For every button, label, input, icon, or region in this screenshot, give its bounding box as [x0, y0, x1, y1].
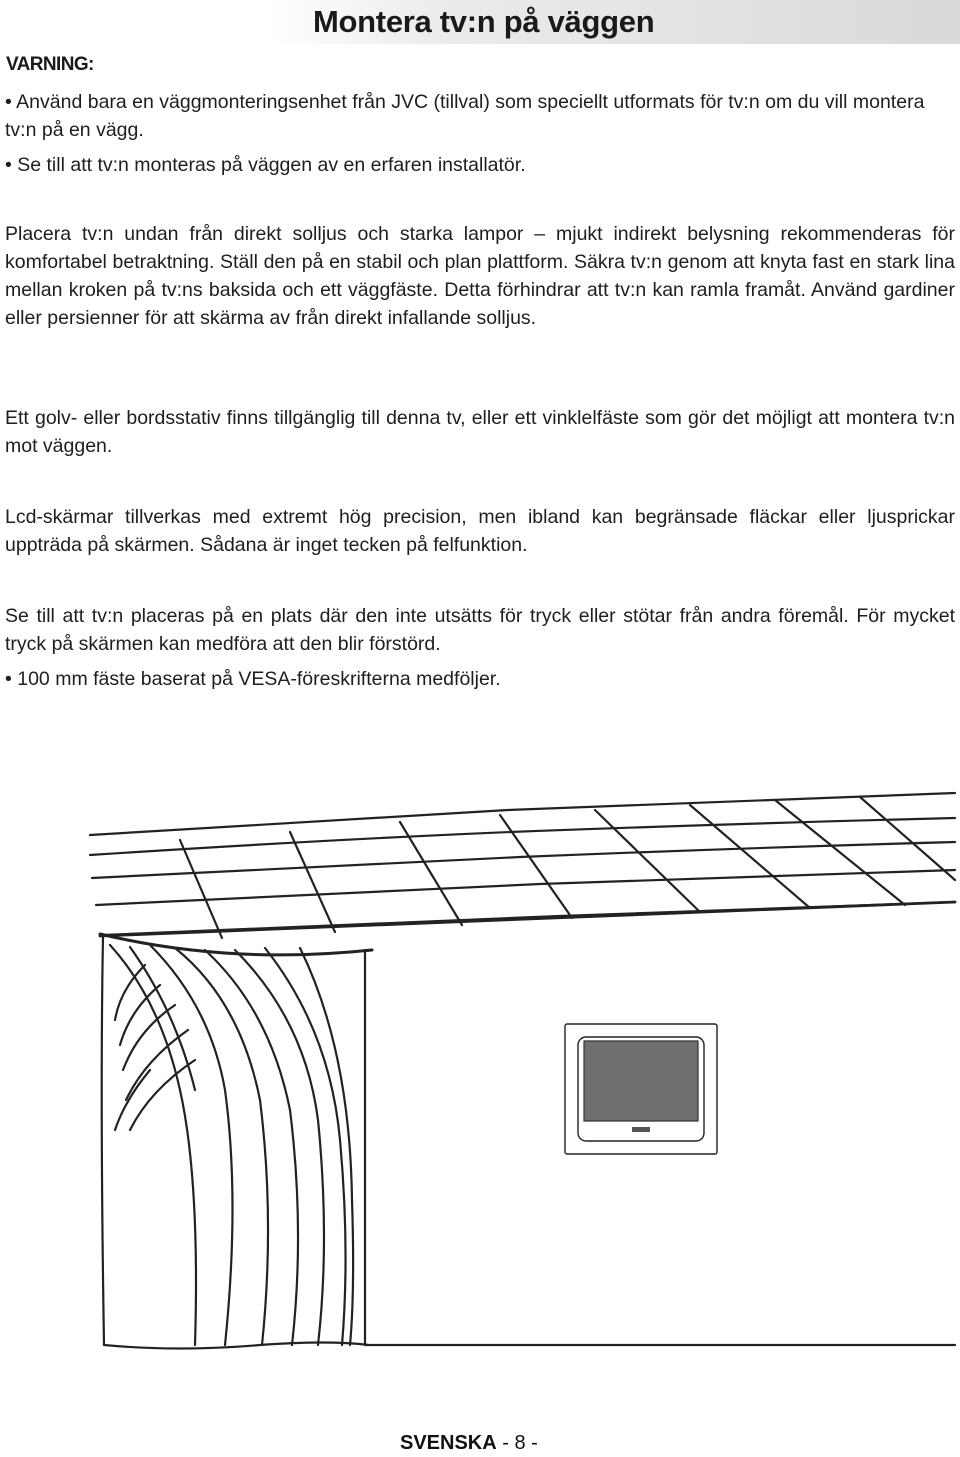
footer-language: SVENSKA — [400, 1432, 497, 1454]
paragraph-pressure: Se till att tv:n placeras på en plats där den inte utsätts för tryck eller stötar från andra föremål. För mycket tryck på skärmen kan medföra att den blir förstörd. — [5, 605, 955, 655]
paragraph-lcd-pixels: Lcd-skärmar tillverkas med extremt hög precision, men ibland kan begränsade fläckar eller ljusprickar uppträda på skärmen. Sådana är inget tecken på felfunktion. — [5, 506, 955, 556]
ceiling-grid — [90, 793, 955, 938]
page-footer — [400, 1432, 538, 1455]
warning-bullet-installer: • Se till att tv:n monteras på väggen av en erfaren installatör. — [5, 154, 526, 176]
bullet-vesa-mount: • 100 mm fäste baserat på VESA-föreskrifterna medföljer. — [5, 668, 501, 690]
room-illustration — [0, 790, 960, 1350]
paragraph-stand: Ett golv- eller bordsstativ finns tillgänglig till denna tv, eller ett vinklelfäste som gör det möjligt att montera tv:n mot väggen. — [5, 407, 955, 457]
curtain — [100, 934, 372, 1349]
paragraph-placement: Placera tv:n undan från direkt solljus och starka lampor – mjukt indirekt belysning rekommenderas för komfortabel betraktning. Ställ den på en stabil och plan plattform. Säkra tv:n genom att knyta fast en stark lina mellan kroken på tv:ns baksida och ett väggfäste. Detta förhindrar att tv:n kan ramla framåt. Använd gardiner eller persienner för att skärma av från direkt infallande solljus. — [5, 223, 955, 329]
warning-label: VARNING: — [6, 54, 94, 75]
wall-corner — [365, 950, 955, 1345]
warning-bullet-wall-mount: • Använd bara en väggmonteringsenhet från JVC (tillval) som speciellt utformats för tv:n om du vill montera tv:n på en vägg. — [5, 91, 925, 141]
footer-page-number: - 8 - — [496, 1432, 538, 1454]
wall-mounted-tv — [565, 1024, 717, 1154]
page-title: Montera tv:n på väggen — [313, 4, 655, 39]
